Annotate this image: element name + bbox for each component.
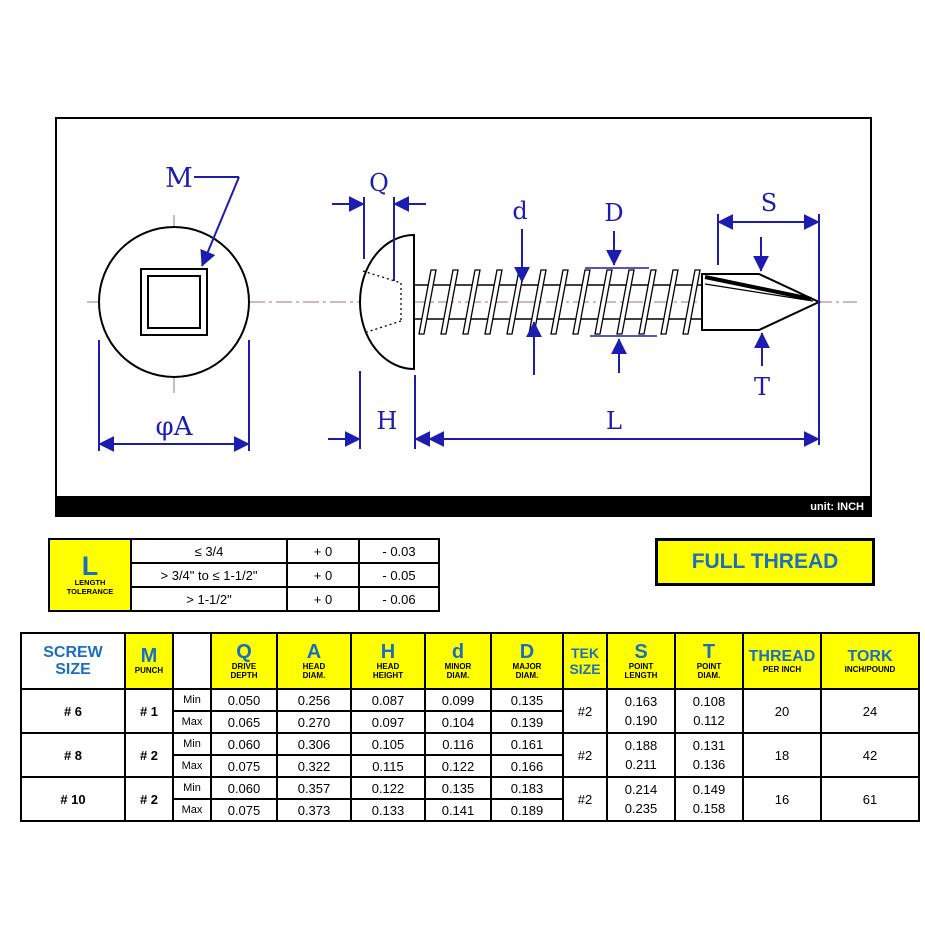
header-text: SCREW	[43, 644, 103, 661]
tork-value: 61	[821, 777, 919, 821]
header-text: HEIGHT	[372, 671, 404, 680]
tolerance-head-cell	[49, 539, 131, 611]
col-header-s	[607, 633, 675, 689]
D-min: 0.135	[491, 689, 563, 711]
s-minmax	[607, 777, 675, 821]
tolerance-minus: - 0.03	[359, 539, 439, 563]
tek-size-value: #2	[563, 733, 607, 777]
D-min: 0.161	[491, 733, 563, 755]
header-text: SIZE	[569, 661, 601, 677]
header-text: H	[380, 640, 396, 663]
header-text: HEAD	[376, 661, 400, 671]
tek-size-value: #2	[563, 689, 607, 733]
screw-drawing	[57, 119, 870, 497]
header-text: DIAM.	[302, 671, 326, 680]
t-minmax	[675, 777, 743, 821]
header-text: PER INCH	[762, 664, 802, 674]
s-minmax	[607, 689, 675, 733]
s-min: 0.214	[624, 782, 658, 797]
col-header-thread	[743, 633, 821, 689]
tolerance-minus: - 0.06	[359, 587, 439, 611]
header-text: MAJOR	[512, 661, 542, 671]
header-text: POINT	[628, 661, 654, 671]
tolerance-range: > 1-1/2"	[131, 587, 287, 611]
label-phiA: φA	[155, 412, 193, 442]
h-max: 0.133	[351, 799, 425, 821]
d-min: 0.135	[425, 777, 491, 799]
header-text: DEPTH	[230, 671, 258, 680]
D-max: 0.189	[491, 799, 563, 821]
max-label: Max	[173, 755, 211, 777]
header-text: HEAD	[302, 661, 326, 671]
D-min: 0.183	[491, 777, 563, 799]
t-min: 0.131	[692, 738, 726, 753]
drawing-frame	[55, 117, 872, 499]
thread-per-inch: 18	[743, 733, 821, 777]
header-text: DIAM.	[515, 671, 539, 680]
a-max: 0.322	[277, 755, 351, 777]
t-max: 0.112	[693, 713, 725, 728]
d-max: 0.141	[425, 799, 491, 821]
q-min: 0.050	[211, 689, 277, 711]
s-max: 0.190	[624, 713, 658, 728]
screw-size-value: # 8	[21, 733, 125, 777]
tolerance-minus: - 0.05	[359, 563, 439, 587]
h-max: 0.115	[351, 755, 425, 777]
D-max: 0.139	[491, 711, 563, 733]
q-min: 0.060	[211, 777, 277, 799]
col-header-tek-size	[563, 633, 607, 689]
q-max: 0.075	[211, 755, 277, 777]
a-max: 0.373	[277, 799, 351, 821]
t-max: 0.158	[692, 801, 726, 816]
s-min: 0.188	[624, 738, 658, 753]
col-header-m-punch	[125, 633, 173, 689]
t-min: 0.108	[692, 694, 726, 709]
tolerance-title: L	[81, 551, 99, 581]
tek-size-value: #2	[563, 777, 607, 821]
col-header-screw-size	[21, 633, 125, 689]
unit-note: unit: INCH	[810, 500, 864, 513]
tolerance-sub1: LENGTH	[74, 578, 106, 587]
side-view-head	[360, 235, 414, 369]
a-min: 0.306	[277, 733, 351, 755]
header-text: PUNCH	[134, 666, 164, 676]
a-max: 0.270	[277, 711, 351, 733]
table-row	[21, 689, 919, 711]
h-min: 0.105	[351, 733, 425, 755]
max-label: Max	[173, 799, 211, 821]
d-min: 0.099	[425, 689, 491, 711]
t-minmax	[675, 733, 743, 777]
col-header-d	[425, 633, 491, 689]
header-text: DIAM.	[446, 671, 470, 680]
label-Q: Q	[369, 169, 389, 197]
header-text: Q	[236, 640, 252, 663]
col-header-t	[675, 633, 743, 689]
screw-size-value: # 10	[21, 777, 125, 821]
unit-bar	[55, 496, 872, 517]
table-row	[21, 733, 919, 755]
D-max: 0.166	[491, 755, 563, 777]
label-T: T	[753, 373, 771, 401]
front-view-head	[99, 227, 249, 377]
s-max: 0.211	[625, 757, 657, 772]
a-min: 0.256	[277, 689, 351, 711]
header-text: DIAM.	[697, 671, 721, 680]
min-label: Min	[173, 733, 211, 755]
d-max: 0.122	[425, 755, 491, 777]
header-text: M	[140, 645, 158, 668]
tolerance-range: ≤ 3/4	[131, 539, 287, 563]
header-text: POINT	[696, 661, 722, 671]
header-text: THREAD	[748, 647, 816, 665]
label-M: M	[165, 163, 193, 194]
label-D: D	[604, 199, 624, 227]
label-S: S	[760, 189, 778, 217]
tork-value: 24	[821, 689, 919, 733]
s-minmax	[607, 733, 675, 777]
header-text: TORK	[847, 647, 893, 665]
length-tolerance-table	[48, 538, 440, 612]
punch-value: # 2	[125, 733, 173, 777]
col-header-tork	[821, 633, 919, 689]
col-header-q	[211, 633, 277, 689]
s-max: 0.235	[624, 801, 658, 816]
q-min: 0.060	[211, 733, 277, 755]
label-d: d	[512, 197, 528, 225]
thread-per-inch: 20	[743, 689, 821, 733]
h-min: 0.087	[351, 689, 425, 711]
header-text: TEK	[571, 645, 599, 661]
punch-value: # 1	[125, 689, 173, 733]
header-text: S	[634, 640, 648, 663]
header-text: LENGTH	[624, 671, 658, 680]
table-row	[21, 777, 919, 799]
min-label: Min	[173, 777, 211, 799]
label-L: L	[606, 407, 622, 435]
tolerance-plus: + 0	[287, 539, 359, 563]
q-max: 0.075	[211, 799, 277, 821]
tolerance-sub2: TOLERANCE	[66, 587, 114, 596]
col-header-a	[277, 633, 351, 689]
tolerance-plus: + 0	[287, 587, 359, 611]
col-header-D	[491, 633, 563, 689]
table-row	[49, 539, 439, 563]
col-header-minmax	[173, 633, 211, 689]
max-label: Max	[173, 711, 211, 733]
header-text: SIZE	[55, 661, 91, 678]
header-text: A	[306, 640, 322, 663]
h-max: 0.097	[351, 711, 425, 733]
header-text: T	[702, 640, 716, 663]
tolerance-range: > 3/4" to ≤ 1-1/2"	[131, 563, 287, 587]
label-H: H	[376, 407, 398, 435]
d-min: 0.116	[425, 733, 491, 755]
header-text: d	[451, 640, 465, 663]
a-min: 0.357	[277, 777, 351, 799]
header-text: INCH/POUND	[844, 664, 896, 674]
tork-value: 42	[821, 733, 919, 777]
d-max: 0.104	[425, 711, 491, 733]
t-minmax	[675, 689, 743, 733]
t-min: 0.149	[692, 782, 726, 797]
screw-spec-table	[20, 632, 920, 822]
full-thread-badge: FULL THREAD	[655, 538, 875, 586]
header-text: MINOR	[444, 661, 472, 671]
h-min: 0.122	[351, 777, 425, 799]
s-min: 0.163	[624, 694, 658, 709]
col-header-h	[351, 633, 425, 689]
header-row	[21, 633, 919, 689]
header-text: D	[519, 640, 535, 663]
header-text: DRIVE	[231, 661, 257, 671]
drill-point	[702, 274, 819, 330]
tolerance-plus: + 0	[287, 563, 359, 587]
q-max: 0.065	[211, 711, 277, 733]
screw-size-value: # 6	[21, 689, 125, 733]
punch-value: # 2	[125, 777, 173, 821]
min-label: Min	[173, 689, 211, 711]
t-max: 0.136	[692, 757, 726, 772]
thread-per-inch: 16	[743, 777, 821, 821]
